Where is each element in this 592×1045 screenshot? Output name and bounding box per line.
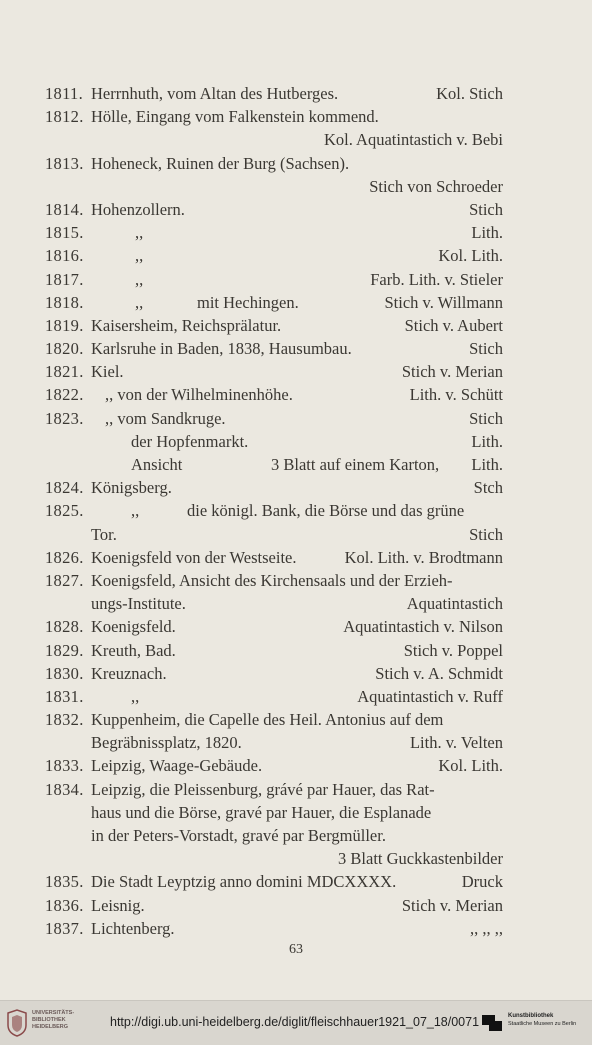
catalog-entry-line (0, 870, 592, 893)
entry-title: Leipzig, Waage-Gebäude. (91, 756, 263, 776)
entry-number: 1832. (45, 710, 84, 730)
entry-title: Karlsruhe in Baden, 1838, Hausumbau. (91, 339, 352, 359)
entry-number: 1822. (45, 385, 84, 405)
catalog-entry-line (0, 430, 592, 453)
catalog-entry-line (0, 592, 592, 615)
catalog-entries (0, 82, 592, 940)
entry-title: ,, (135, 246, 144, 266)
catalog-entry-line (0, 337, 592, 360)
entry-title: haus und die Börse, gravé par Hauer, die Esplanade (91, 802, 432, 822)
entry-number: 1831. (45, 686, 84, 706)
entry-number: 1837. (45, 918, 84, 938)
entry-title: Koenigsfeld von der Westseite. (91, 547, 297, 567)
entry-title: Hoheneck, Ruinen der Burg (Sachsen). (91, 153, 350, 173)
entry-note: mit Hechingen. (197, 292, 299, 312)
entry-technique: 3 Blatt Guckkastenbilder (338, 849, 503, 869)
entry-title: Die Stadt Leyptzig anno domini MDCXXXX. (91, 872, 397, 892)
kunstbibliothek-logo-icon (481, 1013, 503, 1033)
catalog-entry-line (0, 662, 592, 685)
entry-technique: Stich von Schroeder (369, 176, 503, 196)
entry-title: Koenigsfeld, Ansicht des Kirchensaals und der Erzieh- (91, 570, 453, 590)
catalog-entry-line (0, 546, 592, 569)
catalog-entry-line (0, 801, 592, 824)
catalog-entry-line (0, 453, 592, 476)
entry-number: 1818. (45, 292, 84, 312)
entry-number: 1826. (45, 547, 84, 567)
entry-technique: Stich (469, 339, 503, 359)
entry-number: 1819. (45, 315, 84, 335)
entry-title: Koenigsfeld. (91, 617, 176, 637)
entry-technique: Kol. Aquatintastich v. Bebi (323, 130, 503, 150)
entry-number: 1836. (45, 895, 84, 915)
entry-technique: Lith. (471, 455, 503, 474)
entry-technique: Aquatintastich v. Ruff (357, 686, 503, 706)
entry-title: ,, (131, 501, 140, 521)
catalog-entry-line (0, 291, 592, 314)
entry-technique: Farb. Lith. v. Stieler (370, 269, 503, 289)
entry-technique: Stich (469, 408, 503, 428)
entry-technique: Stich v. Willmann (384, 292, 503, 312)
entry-title: Herrnhuth, vom Altan des Hutberges. (91, 84, 339, 103)
entry-technique: Stich v. Poppel (403, 640, 503, 660)
university-library-label: UNIVERSITÄTS-BIBLIOTHEK HEIDELBERG (32, 1010, 75, 1030)
catalog-entry-line (0, 152, 592, 175)
entry-title: Leipzig, die Pleissenburg, grávé par Hauer, das Rat- (91, 779, 435, 799)
catalog-entry-line (0, 221, 592, 244)
catalog-entry-line (0, 105, 592, 128)
footer-bar (0, 1000, 592, 1045)
catalog-entry-line (0, 824, 592, 847)
entry-technique: Stich (469, 199, 503, 219)
catalog-entry-line (0, 499, 592, 522)
entry-technique: Lith. (471, 223, 503, 243)
entry-technique: Lith. (471, 431, 503, 451)
kunstbibliothek-label (508, 1012, 592, 1028)
catalog-entry-line (0, 847, 592, 870)
catalog-entry-line (0, 407, 592, 430)
entry-number: 1827. (45, 570, 84, 590)
entry-technique: Stch (473, 478, 503, 498)
entry-number: 1815. (45, 223, 84, 243)
entry-technique: Aquatintastich (406, 594, 503, 614)
entry-number: 1814. (45, 199, 84, 219)
entry-note: 3 Blatt auf einem Karton, (271, 455, 440, 474)
catalog-entry-line (0, 708, 592, 731)
entry-technique: Lith. v. Velten (409, 733, 503, 753)
entry-title: ,, (131, 686, 140, 706)
entry-technique: Lith. v. Schütt (409, 385, 503, 405)
entry-title: Tor. (91, 524, 117, 544)
catalog-entry-line (0, 917, 592, 940)
entry-title: ,, vom Sandkruge. (105, 408, 226, 428)
source-url-link[interactable]: http://digi.ub.uni-heidelberg.de/diglit/fleischhauer1921_07_18/0071 (110, 1015, 480, 1029)
catalog-entry-line (0, 894, 592, 917)
entry-number: 1828. (45, 617, 84, 637)
entry-technique: Stich v. A. Schmidt (375, 663, 503, 683)
catalog-entry-line (0, 523, 592, 546)
entry-title: Lichtenberg. (91, 918, 175, 938)
entry-title: ,, (135, 269, 144, 289)
entry-number: 1824. (45, 478, 84, 498)
catalog-entry-line (0, 639, 592, 662)
entry-title: Hohenzollern. (91, 199, 185, 219)
entry-technique: Aquatintastich v. Nilson (343, 617, 503, 637)
catalog-entry-line (0, 244, 592, 267)
entry-number: 1811. (45, 84, 84, 103)
entry-number: 1833. (45, 756, 84, 776)
entry-technique: Stich v. Merian (401, 895, 503, 915)
catalog-entry-line (0, 685, 592, 708)
entry-title: Kreuznach. (91, 663, 167, 683)
catalog-entry-line (0, 82, 592, 105)
entry-title: Hölle, Eingang vom Falkenstein kommend. (91, 107, 379, 127)
entry-title: Kaisersheim, Reichsprälatur. (91, 315, 282, 335)
catalog-entry-line (0, 383, 592, 406)
entry-number: 1825. (45, 501, 84, 521)
entry-title: der Hopfenmarkt. (131, 431, 249, 451)
entry-number: 1813. (45, 153, 84, 173)
entry-technique: Druck (461, 872, 503, 892)
catalog-entry-line (0, 128, 592, 151)
entry-number: 1823. (45, 408, 84, 428)
catalog-entry-line (0, 175, 592, 198)
entry-title: ,, (135, 223, 144, 243)
entry-title: Königsberg. (91, 478, 172, 498)
kunstbibliothek-title: Kunstbibliothek (508, 1013, 554, 1019)
entry-title: ,, (135, 292, 144, 312)
entry-number: 1816. (45, 246, 84, 266)
catalog-entry-line (0, 360, 592, 383)
entry-title: Kreuth, Bad. (91, 640, 176, 660)
catalog-entry-line (0, 569, 592, 592)
entry-technique: Stich v. Aubert (404, 315, 503, 335)
entry-number: 1812. (45, 107, 84, 127)
entry-technique: Kol. Lith. v. Brodtmann (344, 547, 503, 567)
page-number: 63 (289, 942, 303, 957)
entry-technique: Kol. Lith. (438, 246, 503, 266)
entry-technique: ,, ,, ,, (470, 918, 503, 938)
catalog-entry-line (0, 198, 592, 221)
entry-note: die königl. Bank, die Börse und das grüne (187, 501, 465, 521)
entry-technique: Kol. Lith. (438, 756, 503, 776)
entry-number: 1835. (45, 872, 84, 892)
entry-title: Ansicht (131, 455, 183, 474)
entry-number: 1817. (45, 269, 84, 289)
entry-technique: Stich v. Merian (401, 362, 503, 382)
catalog-entry-line (0, 778, 592, 801)
entry-title: Kiel. (91, 362, 124, 382)
entry-title: ungs-Institute. (91, 594, 186, 614)
entry-number: 1820. (45, 339, 84, 359)
kunstbibliothek-subtitle: Staatliche Museen zu Berlin (508, 1021, 577, 1027)
university-seal-icon (6, 1009, 28, 1037)
entry-technique: Stich (469, 524, 503, 544)
catalog-entry-line (0, 314, 592, 337)
entry-title: ,, von der Wilhelminenhöhe. (105, 385, 293, 405)
entry-number: 1830. (45, 663, 84, 683)
entry-title: Leisnig. (91, 895, 145, 915)
catalog-entry-line (0, 731, 592, 754)
catalog-entry-line (0, 615, 592, 638)
entry-title: in der Peters-Vorstadt, gravé par Bergmüller. (91, 826, 386, 845)
entry-number: 1821. (45, 362, 84, 382)
entry-number: 1834. (45, 779, 84, 799)
entry-title: Kuppenheim, die Capelle des Heil. Antonius auf dem (91, 710, 444, 730)
entry-technique: Kol. Stich (436, 84, 503, 103)
entry-title: Begräbnissplatz, 1820. (91, 733, 242, 753)
catalog-entry-line (0, 476, 592, 499)
catalog-entry-line (0, 268, 592, 291)
catalog-entry-line (0, 754, 592, 777)
entry-number: 1829. (45, 640, 84, 660)
